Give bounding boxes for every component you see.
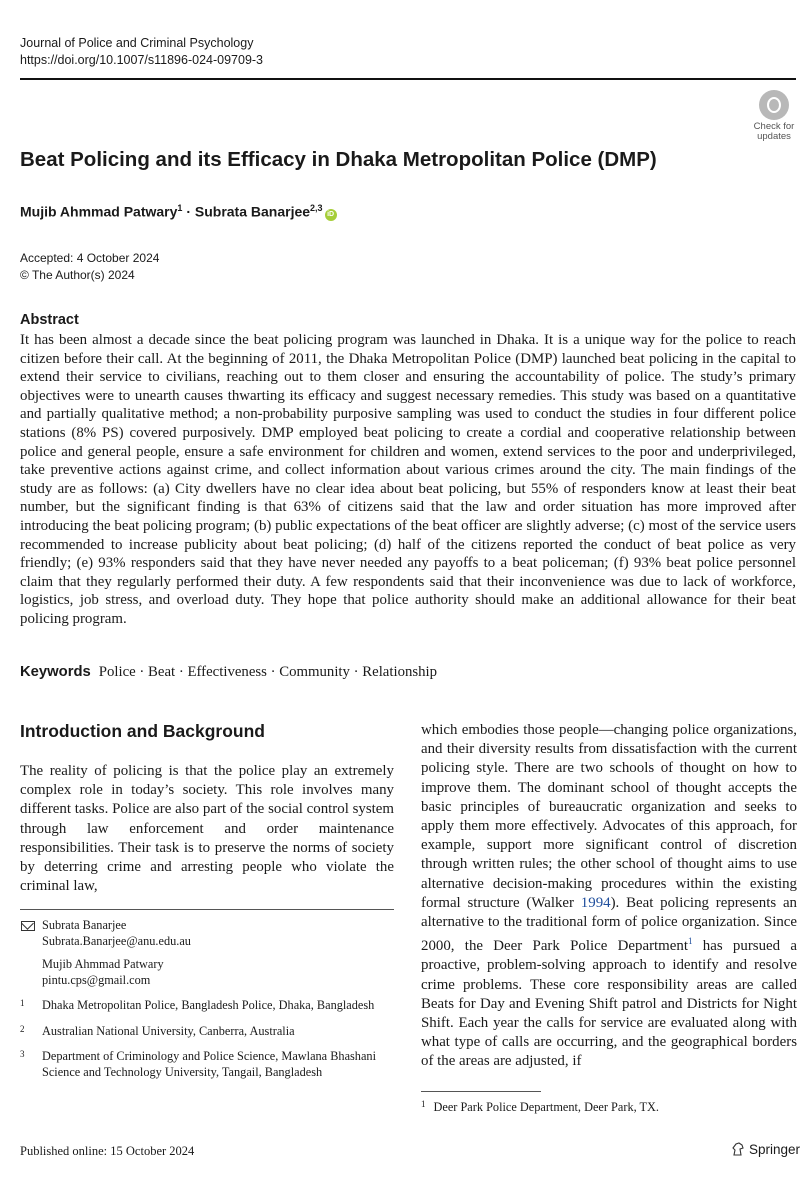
journal-name: Journal of Police and Criminal Psychology (20, 36, 254, 50)
author-separator: · (186, 203, 191, 220)
doi-link[interactable]: https://doi.org/10.1007/s11896-024-09709-3 (20, 53, 264, 67)
affiliation (20, 998, 394, 1014)
affiliation (20, 1049, 394, 1080)
check-updates-icon (759, 90, 789, 120)
correspondence (20, 918, 394, 988)
keywords-list: Police · Beat · Effectiveness · Community · Relationship (98, 664, 438, 680)
affiliations-block (20, 918, 394, 1080)
author-affil-sup: 2,3 (310, 203, 323, 213)
orcid-icon[interactable]: iD (325, 209, 337, 221)
corr-email[interactable]: Subrata.Banarjee@anu.edu.au (42, 933, 191, 948)
header-divider (20, 78, 796, 80)
footnote-text: Deer Park Police Department, Deer Park, TX. (433, 1100, 659, 1114)
copyright: © The Author(s) 2024 (20, 268, 135, 282)
body-right-column: which embodies those people—changing police organizations, and their diversity results from dissatisfaction with the current policing style. There are two schools of thought on how to improve them. The dominant school of thought accepts the basic principles of bureaucratic organization and seeks to apply them more effectively. Advocates of this approach, for example, support more significant control of discretion through written rules; the other school of thought aims to use alternative decision-making procedures within the existing formal structure (Walker 1994). Beat policing represents an alternative to the traditional form of police organization. Since 2000, the Deer Park Police Department$^1$ has pursued a proactive, problem-solving approach to identify and resolve crime problems. These core responsibility areas are called Beats for Day and Evening Shift patrol and Districts for Night Shift. Each year the calls for service are evaluated along with what type of calls are occurring, and the geographical borders of the areas are adjusted, if (421, 722, 797, 1070)
check-updates-label: Check for updates (753, 121, 795, 142)
check-for-updates-badge[interactable] (751, 90, 797, 142)
footnote-number: 1 (421, 1099, 426, 1109)
envelope-icon (21, 921, 35, 931)
affiliation-number: 3 (20, 1049, 25, 1059)
published-date: Published online: 15 October 2024 (20, 1144, 195, 1158)
corr-name: Subrata Banarjee (42, 918, 127, 932)
footnote (421, 1099, 659, 1115)
springer-horse-icon (731, 1142, 745, 1156)
affiliation (20, 1024, 394, 1040)
author-list (20, 203, 337, 221)
publisher-name: Springer (749, 1142, 801, 1157)
affiliation-number: 1 (20, 998, 25, 1008)
affiliation-text: Department of Criminology and Police Science, Mawlana Bhashani Science and Technology University, Tangail, Bangladesh (42, 1049, 376, 1079)
publisher-logo (731, 1142, 800, 1157)
article-title: Beat Policing and its Efficacy in Dhaka Metropolitan Police (DMP) (20, 148, 657, 171)
citation-link[interactable]: 1994 (580, 894, 611, 911)
affiliation-number: 2 (20, 1023, 25, 1034)
footnote-marker[interactable]: 1 (687, 936, 693, 947)
corr-email[interactable]: pintu.cps@gmail.com (42, 972, 151, 987)
keywords (20, 664, 437, 681)
corr-name: Mujib Ahmmad Patwary (42, 957, 164, 971)
journal-header (20, 35, 263, 69)
affiliation-divider (20, 909, 394, 910)
abstract-heading: Abstract (20, 312, 79, 328)
accepted-date: Accepted: 4 October 2024 (20, 251, 160, 265)
keywords-label: Keywords (20, 664, 91, 680)
affiliation-text: Dhaka Metropolitan Police, Bangladesh Police, Dhaka, Bangladesh (42, 998, 375, 1012)
author-name[interactable]: Mujib Ahmmad Patwary (20, 203, 178, 220)
author-name[interactable]: Subrata Banarjee (194, 203, 311, 220)
body-left-column: The reality of policing is that the police play an extremely complex role in today’s society. This role involves many different tasks. Police are also part of the social control system through law enforcement and order maintenance responsibilities. Their task is to preserve the norms of society by deterring crime and arresting people who violate the criminal law, (20, 763, 394, 895)
affiliation-text: Australian National University, Canberra, Australia (42, 1023, 295, 1038)
section-heading: Introduction and Background (20, 721, 265, 741)
author-affil-sup: 1 (177, 203, 183, 213)
footnote-divider (421, 1091, 541, 1092)
abstract-body: It has been almost a decade since the beat policing program was launched in Dhaka. It is a unique way for the police to reach citizen before their call. At the beginning of 2011, the Dhaka Metropolitan Police (DMP) launched beat policing in the capital to extend their service to civilians, reaching out to them closer and ensuring the accountability of police. The study’s primary objectives were to unearth causes thwarting its efficacy and suggest necessary remedies. This study was based on a quantitative and partially qualitative method; a non-probability purposive sampling was used to conduct the studies in four different police stations (8% PS) covered purposively. DMP employed beat policing to create a cordial and cooperative relationship between police and general people, ensure a safe environment for children and women, extend services to the poor and underprivileged, take preventive actions against crime, and collect information about various crimes around the city. The main findings of the study are as follows: (a) City dwellers have no clear idea about beat policing, but 55% of responders know at least their beat number, but the significant finding is that 63% of citizens said that the law and order situation has more improved after introducing the beat policing program; (b) public expectations of the beat officer are slightly adverse; (c) most of the service users recommended to increase publicity about beat policing; (d) half of the citizens reported the conduct of beat police as very friendly; (e) 93% responders said that they have never needed any payoffs to a beat policeman; (f) 93% beat police personnel claim that they regularly performed their duty. A few respondents said that their inconvenience was due to lack of workforce, logistics, job stress, and overload duty. They hope that police authority should make an additional allowance for their beat policing program. (20, 332, 796, 627)
article-dates (20, 250, 159, 284)
